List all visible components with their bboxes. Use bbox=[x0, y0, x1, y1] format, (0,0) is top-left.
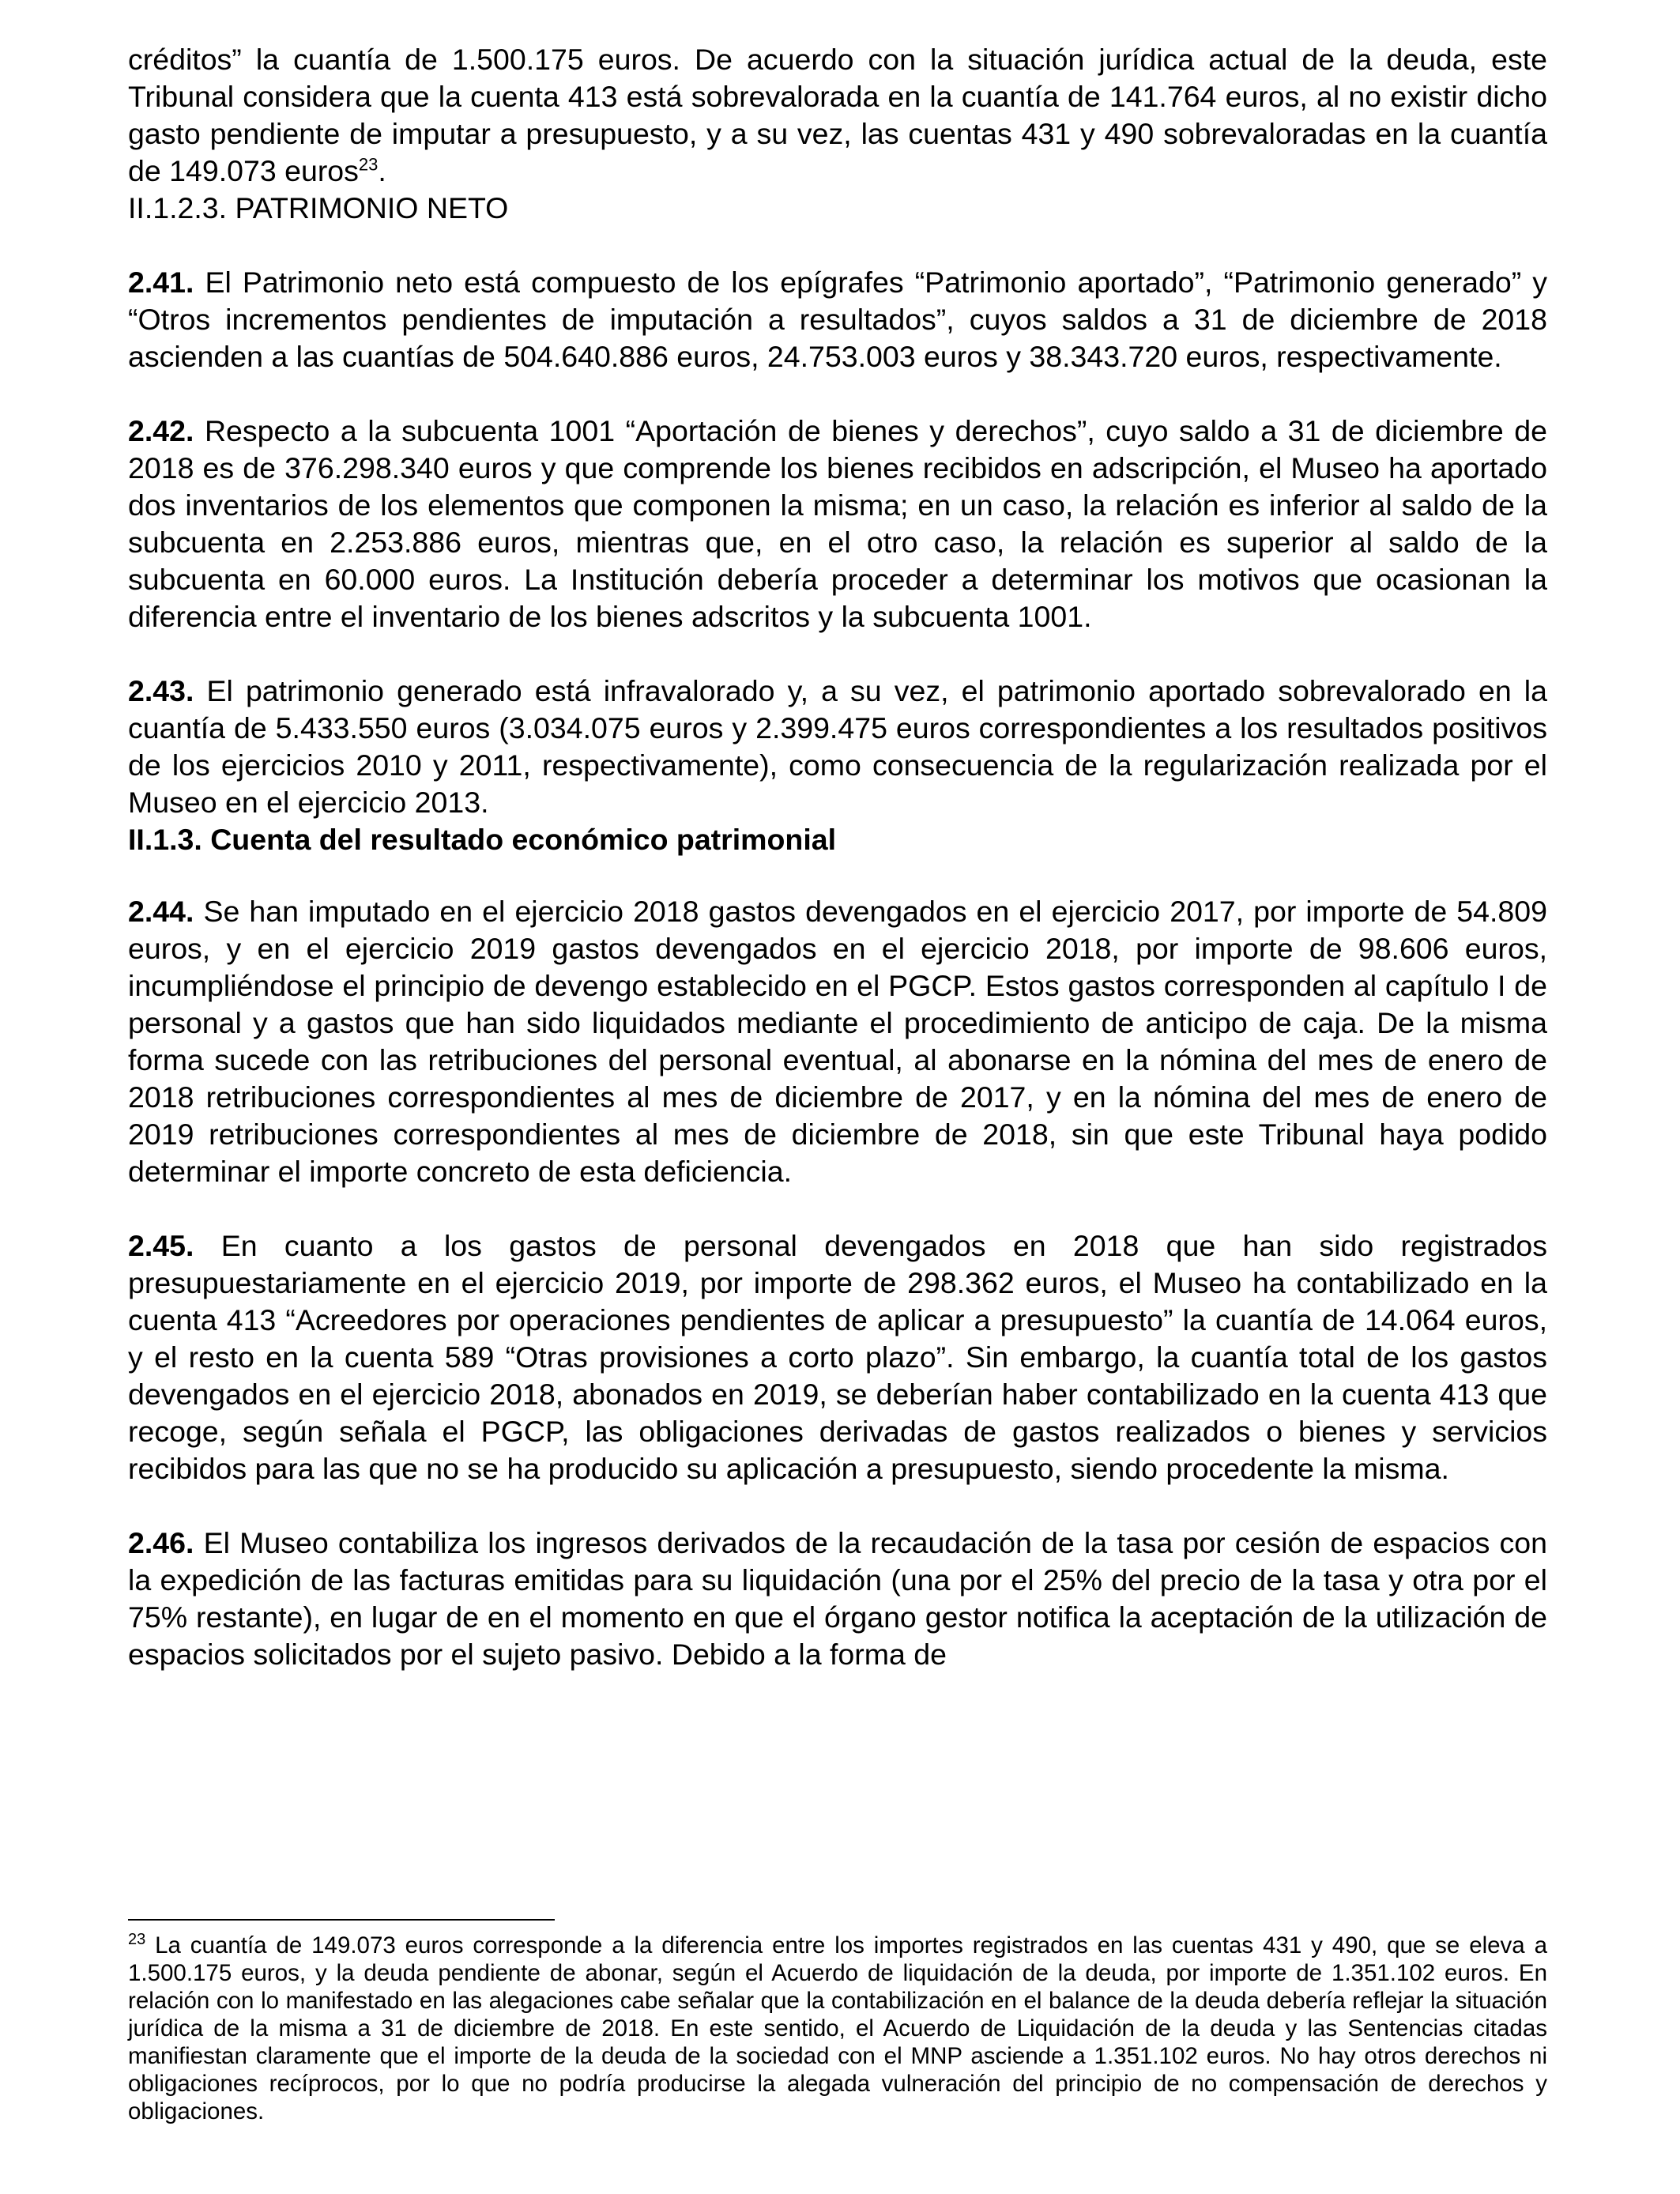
footnote bbox=[128, 1932, 1547, 2125]
continuation-tail: . bbox=[378, 154, 386, 187]
section-heading-resultado-economico: II.1.3. Cuenta del resultado económico patrimonial bbox=[128, 823, 837, 856]
paragraph-number: 2.41. bbox=[128, 266, 194, 299]
paragraph-2-45 bbox=[128, 1227, 1547, 1487]
paragraph-text: El Museo contabiliza los ingresos derivados de la recaudación de la tasa por cesión de espacios con la expedición de las facturas emitidas para su liquidación (una por el 25% del precio de la tasa y otra por el 75% restante), en lugar de en el momento en que el órgano gestor notifica la aceptación de la utilización de espacios solicitados por el sujeto pasivo. Debido a la forma de bbox=[128, 1526, 1547, 1671]
paragraph-text: En cuanto a los gastos de personal devengados en 2018 que han sido registrados presupuestariamente en el ejercicio 2019, por importe de 298.362 euros, el Museo ha contabilizado en la cuenta 413 “Acreedores por operaciones pendientes de aplicar a presupuesto” la cuantía de 14.064 euros, y el resto en la cuenta 589 “Otras provisiones a corto plazo”. Sin embargo, la cuantía total de los gastos devengados en el ejercicio 2018, abonados en 2019, se deberían haber contabilizado en la cuenta 413 que recoge, según señala el PGCP, las obligaciones derivadas de gastos realizados o bienes y servicios recibidos para las que no se ha producido su aplicación a presupuesto, siendo procedente la misma. bbox=[128, 1229, 1547, 1485]
paragraph-2-41 bbox=[128, 264, 1547, 375]
paragraph-number: 2.46. bbox=[128, 1526, 194, 1559]
footnote-text: La cuantía de 149.073 euros corresponde a la diferencia entre los importes registrados en las cuentas 431 y 490, que se eleva a 1.500.175 euros, y la deuda pendiente de abonar, según el Acuerdo de liquidación de la deuda, por importe de 1.351.102 euros. En relación con lo manifestado en las alegaciones cabe señalar que la contabilización en el balance de la deuda debería reflejar la situación jurídica de la misma a 31 de diciembre de 2018. En este sentido, el Acuerdo de Liquidación de la deuda y las Sentencias citadas manifiestan claramente que el importe de la deuda de la sociedad con el MNP asciende a 1.351.102 euros. No hay otros derechos ni obligaciones recíprocos, por lo que no podría producirse la alegada vulneración del principio de no compensación de derechos y obligaciones. bbox=[128, 1932, 1547, 2124]
paragraph-text: Respecto a la subcuenta 1001 “Aportación de bienes y derechos”, cuyo saldo a 31 de diciembre de 2018 es de 376.298.340 euros y que comprende los bienes recibidos en adscripción, el Museo ha aportado dos inventarios de los elementos que componen la misma; en un caso, la relación es inferior al saldo de la subcuenta en 2.253.886 euros, mientras que, en el otro caso, la relación es superior al saldo de la subcuenta en 60.000 euros. La Institución debería proceder a determinar los motivos que ocasionan la diferencia entre el inventario de los bienes adscritos y la subcuenta 1001. bbox=[128, 414, 1547, 633]
footnote-reference[interactable]: 23 bbox=[358, 154, 379, 175]
paragraph-2-44 bbox=[128, 893, 1547, 1190]
paragraph-text: El patrimonio generado está infravalorado y, a su vez, el patrimonio aportado sobrevalorado en la cuantía de 5.433.550 euros (3.034.075 euros y 2.399.475 euros correspondientes a los resultados positivos de los ejercicios 2010 y 2011, respectivamente), como consecuencia de la regularización realizada por el Museo en el ejercicio 2013. bbox=[128, 674, 1547, 819]
paragraph-text: Se han imputado en el ejercicio 2018 gastos devengados en el ejercicio 2017, por importe de 54.809 euros, y en el ejercicio 2019 gastos devengados en el ejercicio 2018, por importe de 98.606 euros, incumpliéndose el principio de devengo establecido en el PGCP. Estos gastos corresponden al capítulo I de personal y a gastos que han sido liquidados mediante el procedimiento de anticipo de caja. De la misma forma sucede con las retribuciones del personal eventual, al abonarse en la nómina del mes de enero de 2018 retribuciones correspondientes al mes de diciembre de 2017, y en la nómina del mes de enero de 2019 retribuciones correspondientes al mes de diciembre de 2018, sin que este Tribunal haya podido determinar el importe concreto de esta deficiencia. bbox=[128, 895, 1547, 1188]
paragraph-number: 2.44. bbox=[128, 895, 194, 928]
section-heading-patrimonio-neto: II.1.2.3. PATRIMONIO NETO bbox=[128, 191, 509, 224]
paragraph-number: 2.42. bbox=[128, 414, 194, 447]
paragraph-2-42 bbox=[128, 413, 1547, 635]
continuation-paragraph bbox=[128, 41, 1547, 190]
footnote-separator bbox=[128, 1919, 555, 1921]
continuation-text: créditos” la cuantía de 1.500.175 euros. De acuerdo con la situación jurídica actual de la deuda, este Tribunal considera que la cuenta 413 está sobrevalorada en la cuantía de 141.764 euros, al no existir dicho gasto pendiente de imputar a presupuesto, y a su vez, las cuentas 431 y 490 sobrevaloradas en la cuantía de 149.073 euros bbox=[128, 43, 1547, 187]
paragraph-2-43 bbox=[128, 673, 1547, 821]
paragraph-number: 2.45. bbox=[128, 1229, 194, 1262]
footnote-marker: 23 bbox=[128, 1931, 146, 1949]
paragraph-number: 2.43. bbox=[128, 674, 194, 707]
paragraph-2-46 bbox=[128, 1525, 1547, 1673]
document-page bbox=[128, 41, 1547, 1673]
paragraph-text: El Patrimonio neto está compuesto de los epígrafes “Patrimonio aportado”, “Patrimonio generado” y “Otros incrementos pendientes de imputación a resultados”, cuyos saldos a 31 de diciembre de 2018 ascienden a las cuantías de 504.640.886 euros, 24.753.003 euros y 38.343.720 euros, respectivamente. bbox=[128, 266, 1547, 373]
